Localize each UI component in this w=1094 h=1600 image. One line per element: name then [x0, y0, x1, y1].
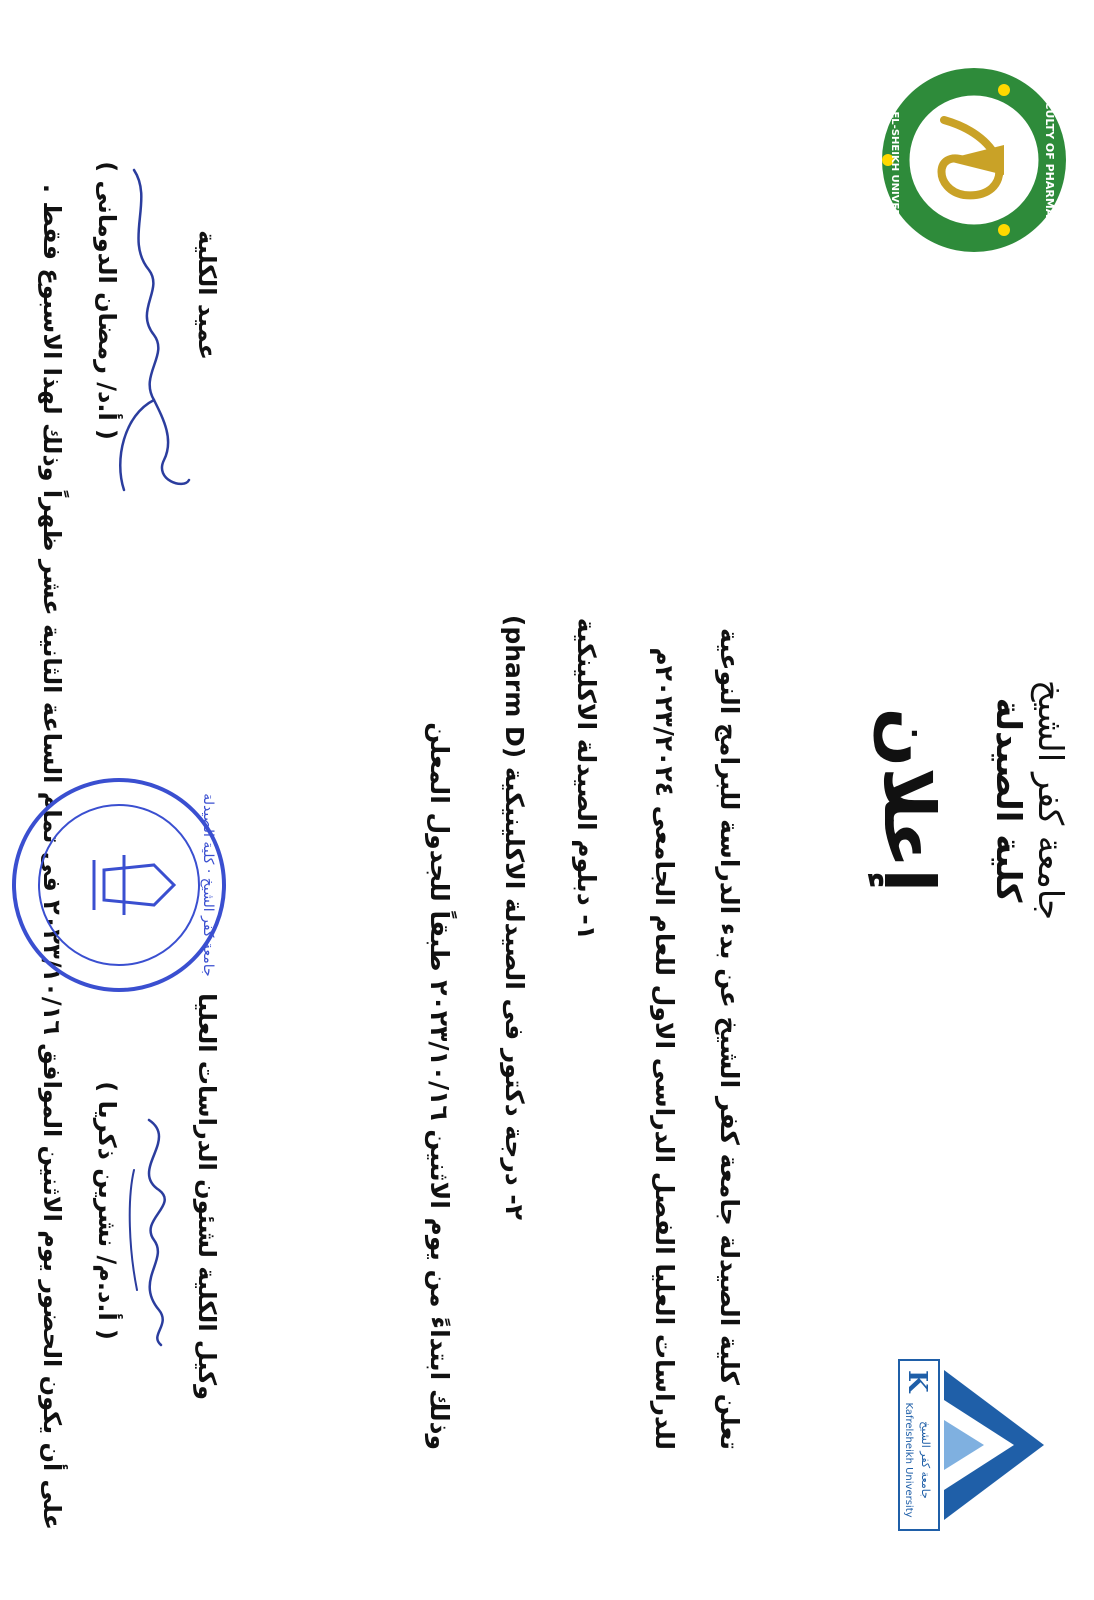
kafrelsheikh-university-logo: [894, 1350, 1054, 1540]
svg-text:FACULTY OF PHARMACY: FACULTY OF PHARMACY: [1043, 86, 1056, 234]
vice-dean-title: وكيل الكلية لشئون الدراسات العليا: [193, 993, 221, 1400]
dean-name: ( أ.د/ رمضان الدومانى ): [93, 161, 121, 440]
dean-signature: [104, 160, 194, 500]
dean-title: عميد الكلية: [193, 230, 221, 360]
svg-text:K: K: [902, 1370, 932, 1393]
program-item-2: ٢- درجة دكتور فى الصيدلة الاكلينيكية (pharm D): [500, 614, 529, 1220]
faculty-pharmacy-logo: [874, 60, 1074, 260]
vice-dean-signature: [119, 1110, 189, 1350]
stamp-text: جامعة كفر الشيخ · كلية الصيدلة: [200, 793, 216, 977]
vice-dean-name: ( أ.د.م/ نشرين ذكريا ): [93, 1081, 121, 1340]
university-name: جامعة كفر الشيخ: [1030, 679, 1070, 921]
official-stamp: [4, 770, 234, 1000]
logo-arabic-text: جامعة كفر الشيخ: [919, 1421, 932, 1499]
program-item-1: ١- دبلوم الصيدلة الاكلينكية: [572, 617, 601, 940]
body-line-2: للدراسات العليا الفصل الدراسى الاول للعام الجامعى ٢٠٢٣/٢٠٢٤م: [650, 647, 679, 1450]
logo-english-text: Kafrelsheikh University: [903, 1402, 914, 1518]
svg-text:KAFR EL-SHEIKH UNIVERSITY: KAFR EL-SHEIKH UNIVERSITY: [889, 77, 900, 243]
announcement-title: إعلان: [868, 707, 950, 893]
footer-note: على أن يكون الحضور يوم الاثنين الموافق ٢٠٢٣/١٠/١٦ فى تمام الساعة الثانية عشر ظهراً وذلك لهذا الاسبوع فقط .: [38, 183, 66, 1530]
faculty-name: كلية الصيدلة: [988, 697, 1028, 903]
body-line-1: تعلن كلية الصيدلة جامعة كفر الشيخ عن بدء الدراسة للبرامج النوعية: [715, 628, 744, 1450]
body-line-3: وذلك ابتداءً من يوم الاثنين ٢٠٢٣/١٠/١٦ طبقاً للجدول المعلن: [425, 722, 454, 1450]
